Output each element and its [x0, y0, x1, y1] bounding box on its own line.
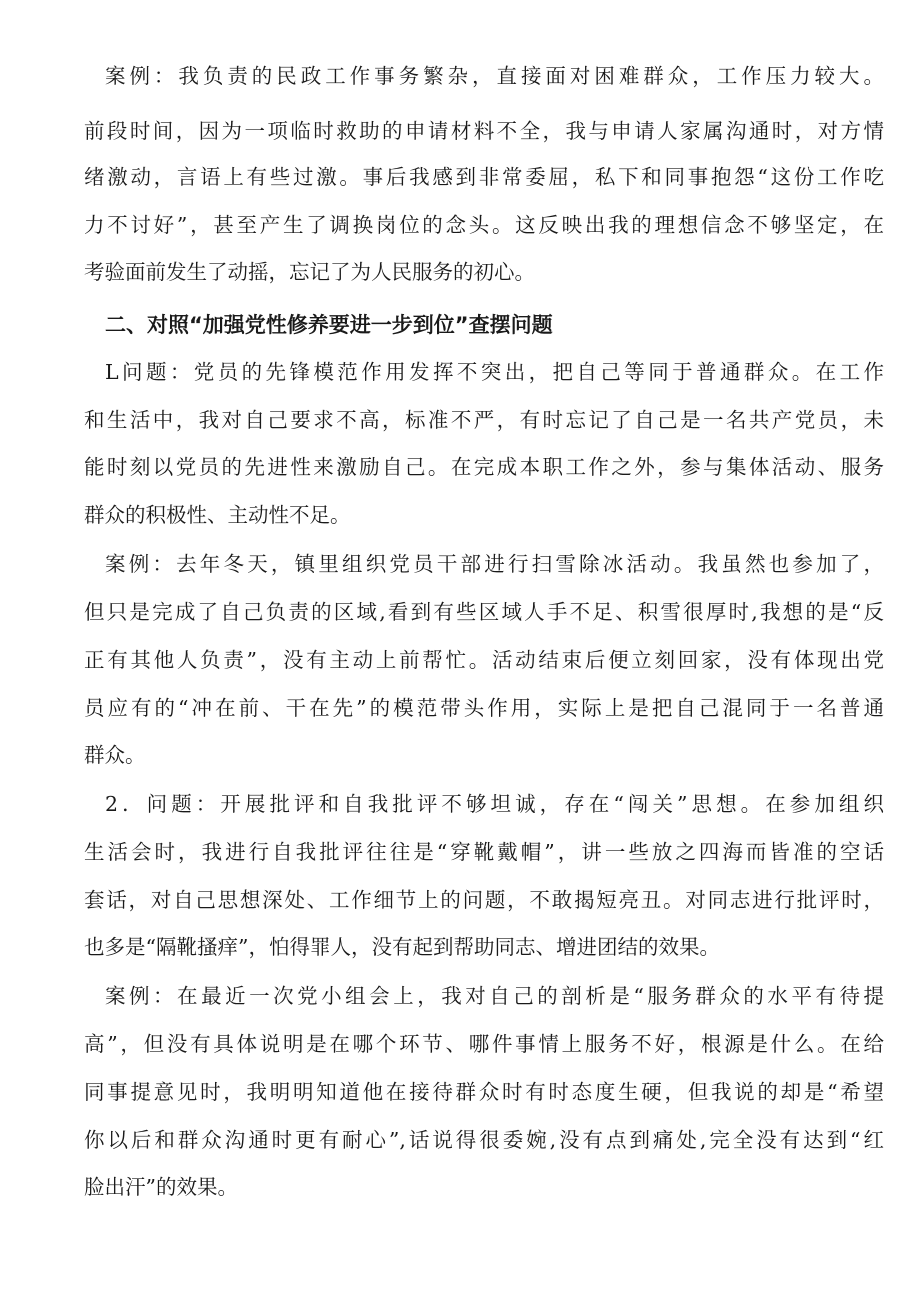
paragraph-line: 同事提意见时，我明明知道他在接待群众时有时态度生硬，但我说的却是“希望	[84, 1080, 884, 1104]
paragraph-line: 高”，但没有具体说明是在哪个环节、哪件事情上服务不好，根源是什么。在给	[84, 1032, 884, 1056]
paragraph-line: 案例：去年冬天，镇里组织党员干部进行扫雪除冰活动。我虽然也参加了，	[105, 552, 884, 576]
paragraph-line: 案例：我负责的民政工作事务繁杂，直接面对困难群众，工作压力较大。	[105, 64, 884, 88]
paragraph-line: 案例：在最近一次党小组会上，我对自己的剖析是“服务群众的水平有待提	[105, 984, 884, 1008]
paragraph-line: 前段时间，因为一项临时救助的申请材料不全，我与申请人家属沟通时，对方情	[84, 119, 884, 143]
paragraph-line: 考验面前发生了动摇，忘记了为人民服务的初心。	[84, 260, 535, 284]
paragraph-line: 套话，对自己思想深处、工作细节上的问题，不敢揭短亮丑。对同志进行批评时，	[84, 888, 884, 912]
paragraph-line: 正有其他人负责”，没有主动上前帮忙。活动结束后便立刻回家，没有体现出党	[84, 648, 884, 672]
paragraph-line: 但只是完成了自己负责的区域,看到有些区域人手不足、积雪很厚时,我想的是“反	[84, 600, 884, 624]
paragraph-line: 脸出汗”的效果。	[84, 1175, 238, 1199]
paragraph-line: 2．问题：开展批评和自我批评不够坦诚，存在“闯关”思想。在参加组织	[105, 792, 884, 816]
paragraph-line: 能时刻以党员的先进性来激励自己。在完成本职工作之外，参与集体活动、服务	[84, 455, 884, 479]
paragraph-line: 你以后和群众沟通时更有耐心”,话说得很委婉,没有点到痛处,完全没有达到“红	[84, 1128, 884, 1152]
section-heading: 二、对照“加强党性修养要进一步到位”查摆问题	[105, 313, 553, 337]
paragraph-line: 绪激动，言语上有些过激。事后我感到非常委屈，私下和同事抱怨“这份工作吃	[84, 165, 884, 189]
paragraph-line: 力不讨好”，甚至产生了调换岗位的念头。这反映出我的理想信念不够坚定，在	[84, 213, 884, 237]
paragraph-line: 员应有的“冲在前、干在先”的模范带头作用，实际上是把自己混同于一名普通	[84, 696, 884, 720]
paragraph-line: 和生活中，我对自己要求不高，标准不严，有时忘记了自己是一名共产党员，未	[84, 408, 884, 432]
paragraph-line: 也多是“隔靴搔痒”，怕得罪人，没有起到帮助同志、增进团结的效果。	[84, 935, 720, 959]
paragraph-line: 群众。	[84, 743, 146, 767]
paragraph-line: 群众的积极性、主动性不足。	[84, 503, 351, 527]
paragraph-line: 生活会时，我进行自我批评往往是“穿靴戴帽”，讲一些放之四海而皆准的空话	[84, 840, 884, 864]
paragraph-line: L问题：党员的先锋模范作用发挥不突出，把自己等同于普通群众。在工作	[105, 360, 884, 384]
